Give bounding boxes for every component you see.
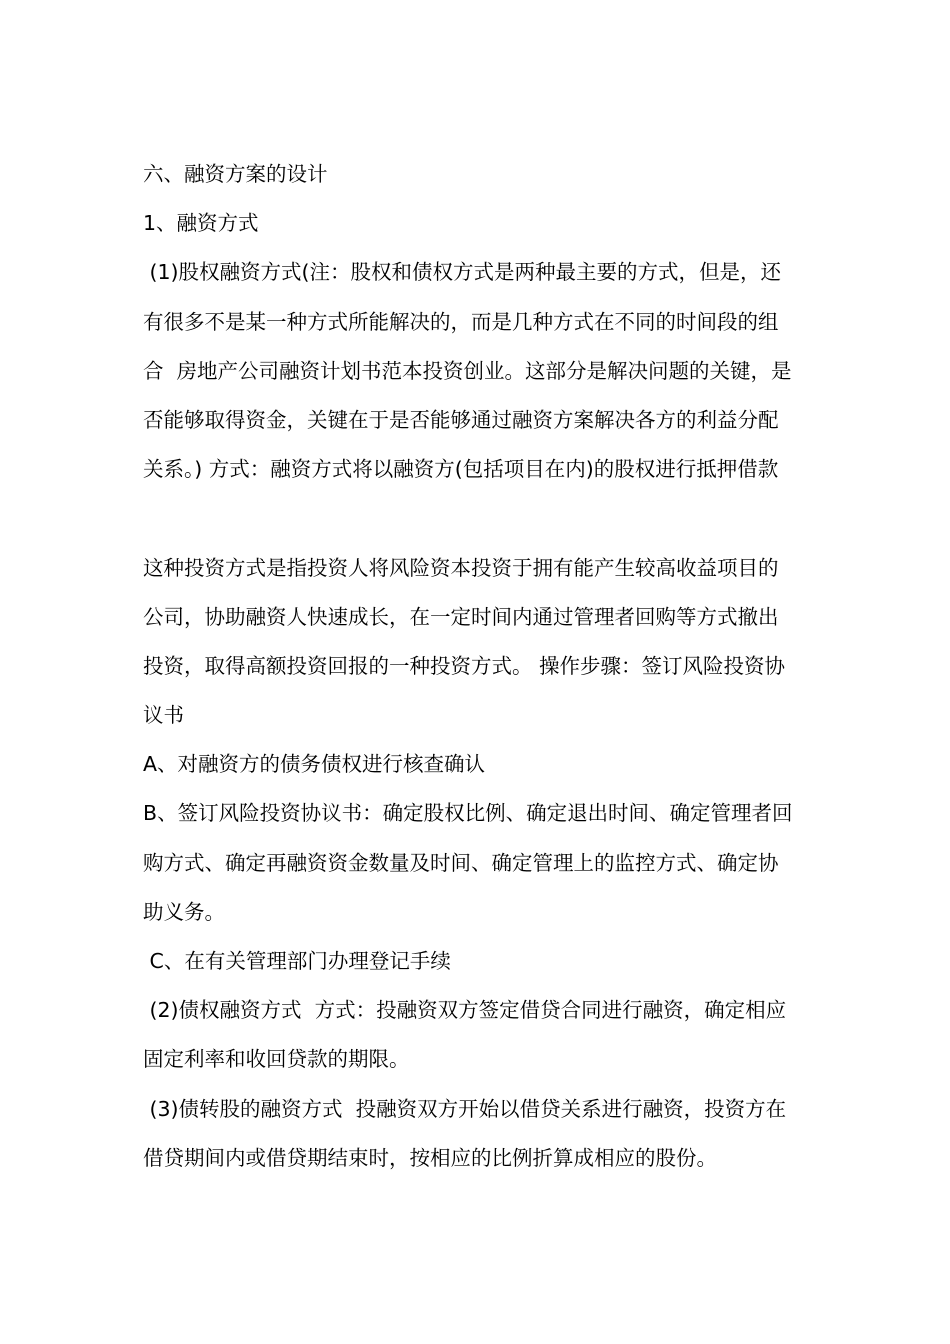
subsection-heading: 1、融资方式: [143, 211, 259, 236]
paragraph-line: (3)债转股的融资方式 投融资双方开始以借贷关系进行融资，投资方在: [143, 1096, 787, 1121]
document-body: [143, 150, 853, 1183]
paragraph-line: 固定利率和收回贷款的期限。: [143, 1047, 410, 1072]
paragraph-line: 公司，协助融资人快速成长，在一定时间内通过管理者回购等方式撤出: [143, 604, 779, 629]
paragraph-line: 否能够取得资金，关键在于是否能够通过融资方案解决各方的利益分配: [143, 407, 779, 432]
list-item: C、在有关管理部门办理登记手续: [143, 949, 451, 973]
section-heading: 六、融资方案的设计: [143, 162, 328, 186]
list-item-continuation: 购方式、确定再融资资金数量及时间、确定管理上的监控方式、确定协: [143, 850, 779, 875]
paragraph-line: 借贷期间内或借贷期结束时，按相应的比例折算成相应的股份。: [143, 1145, 717, 1170]
list-item: A、对融资方的债务债权进行核查确认: [143, 752, 486, 777]
paragraph-line: (1)股权融资方式(注：股权和债权方式是两种最主要的方式，但是，还: [143, 260, 782, 285]
paragraph-gap: [143, 494, 853, 543]
paragraph-line: 投资，取得高额投资回报的一种投资方式。 操作步骤：签订风险投资协: [143, 653, 786, 678]
list-item: B、签订风险投资协议书：确定股权比例、确定退出时间、确定管理者回: [143, 801, 793, 826]
paragraph-line: 这种投资方式是指投资人将风险资本投资于拥有能产生较高收益项目的: [143, 555, 779, 580]
paragraph-line: (2)债权融资方式 方式：投融资双方签定借贷合同进行融资，确定相应: [143, 998, 787, 1023]
paragraph-line: 有很多不是某一种方式所能解决的，而是几种方式在不同的时间段的组: [143, 309, 779, 334]
paragraph-line: 议书: [143, 703, 184, 728]
paragraph-line: 合 房地产公司融资计划书范本投资创业。这部分是解决问题的关键，是: [143, 358, 792, 383]
paragraph-line: 关系。) 方式：融资方式将以融资方(包括项目在内)的股权进行抵押借款: [143, 457, 779, 482]
list-item-continuation: 助义务。: [143, 899, 225, 924]
